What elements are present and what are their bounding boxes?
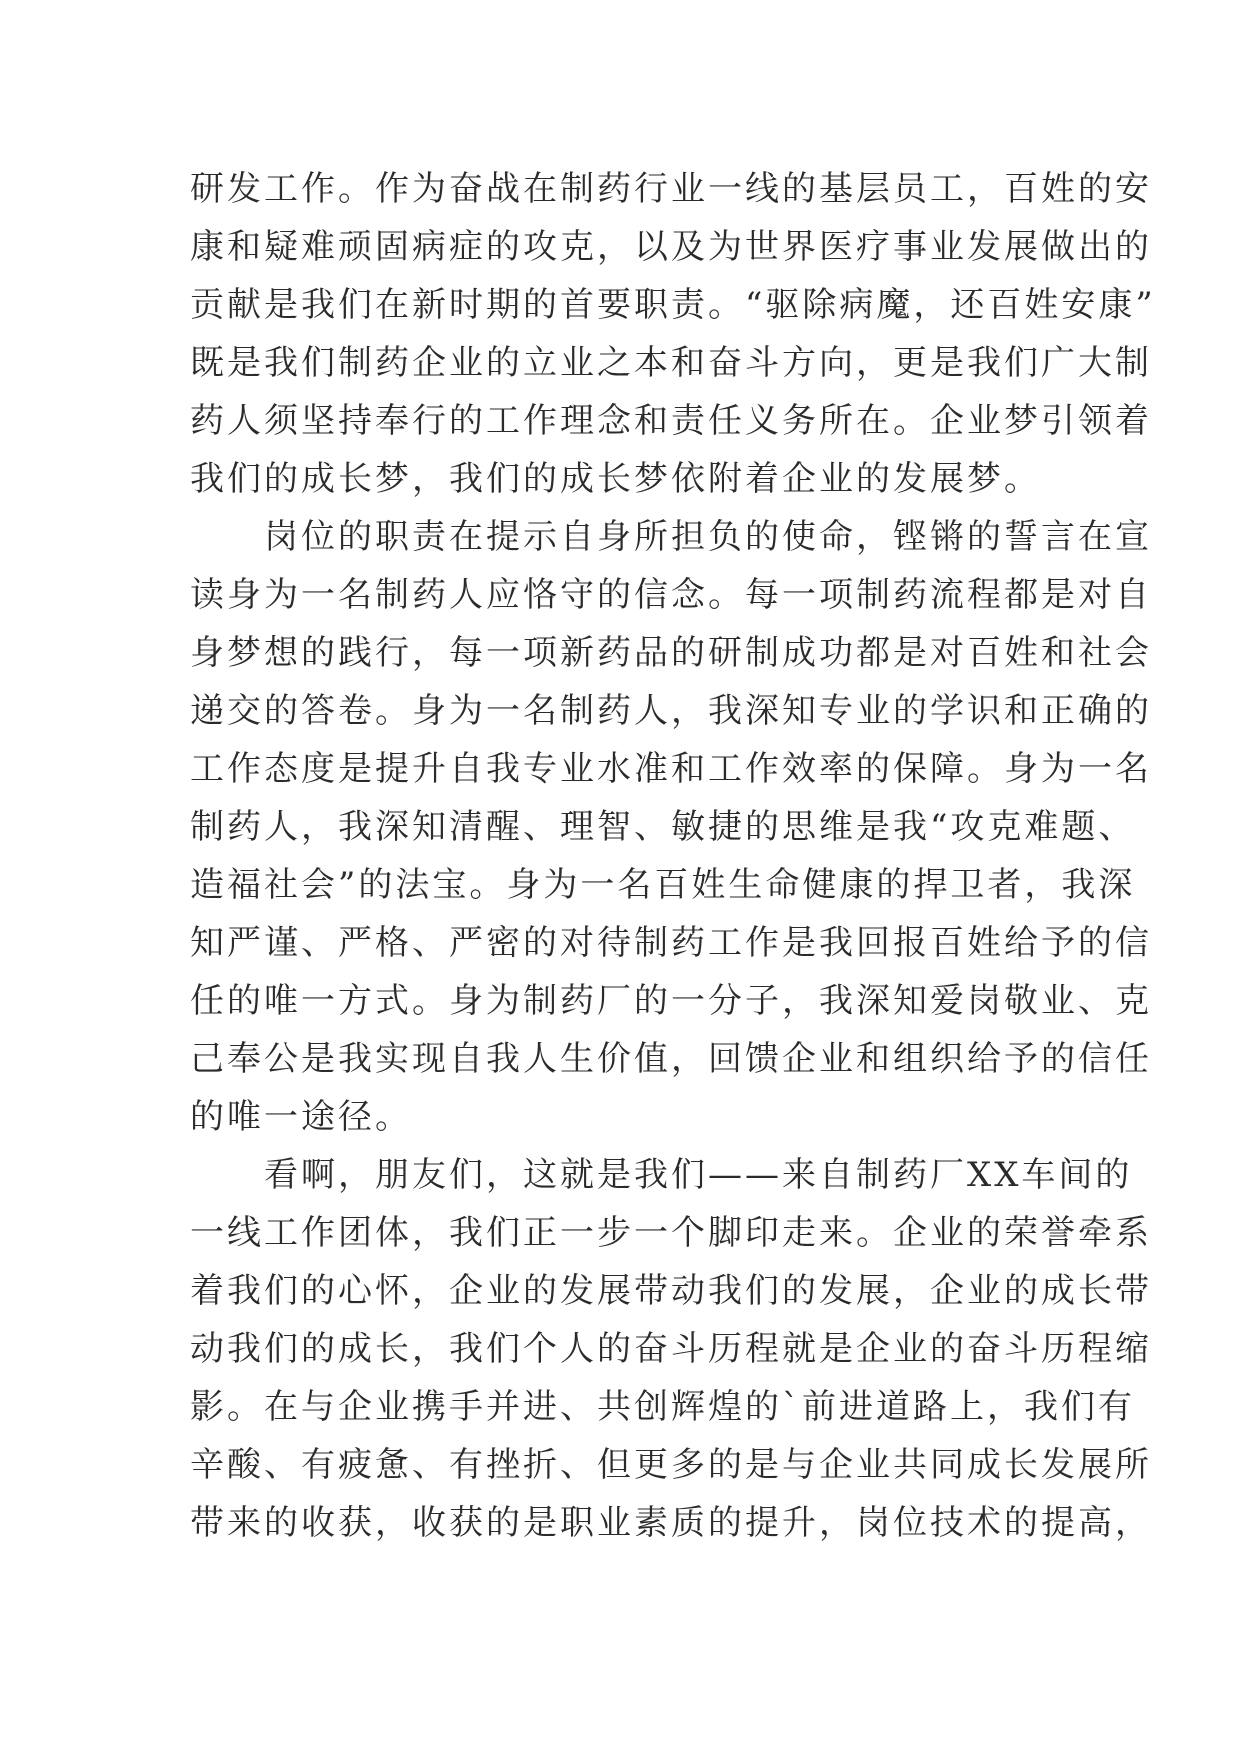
text-line-7: 岗位的职责在提示自身所担负的使命，铿锵的誓言在宣 xyxy=(190,517,1152,557)
text-line-23: 辛酸、有疲惫、有挫折、但更多的是与企业共同成长发展所 xyxy=(190,1445,1152,1485)
text-line-15: 任的唯一方式。身为制药厂的一分子，我深知爱岗敬业、克 xyxy=(190,981,1152,1021)
text-line-11: 工作态度是提升自我专业水准和工作效率的保障。身为一名 xyxy=(190,749,1152,789)
text-line-9: 身梦想的践行，每一项新药品的研制成功都是对百姓和社会 xyxy=(190,633,1152,673)
text-line-20: 着我们的心怀，企业的发展带动我们的发展，企业的成长带 xyxy=(190,1271,1152,1311)
text-line-12: 制药人，我深知清醒、理智、敏捷的思维是我“攻克难题、 xyxy=(190,807,1136,847)
text-line-6: 我们的成长梦，我们的成长梦依附着企业的发展梦。 xyxy=(190,459,1041,499)
text-line-22: 影。在与企业携手并进、共创辉煌的`前进道路上，我们有 xyxy=(190,1387,1135,1427)
text-line-17: 的唯一途径。 xyxy=(190,1097,412,1137)
text-line-4: 既是我们制药企业的立业之本和奋斗方向，更是我们广大制 xyxy=(190,343,1152,383)
text-line-13: 造福社会”的法宝。身为一名百姓生命健康的捍卫者，我深 xyxy=(190,865,1136,905)
text-line-2: 康和疑难顽固病症的攻克，以及为世界医疗事业发展做出的 xyxy=(190,227,1152,267)
text-line-10: 递交的答卷。身为一名制药人，我深知专业的学识和正确的 xyxy=(190,691,1152,731)
text-line-21: 动我们的成长，我们个人的奋斗历程就是企业的奋斗历程缩 xyxy=(190,1329,1152,1369)
text-line-1: 研发工作。作为奋战在制药行业一线的基层员工，百姓的安 xyxy=(190,169,1152,209)
text-line-24: 带来的收获，收获的是职业素质的提升，岗位技术的提高， xyxy=(190,1503,1152,1543)
text-line-8: 读身为一名制药人应恪守的信念。每一项制药流程都是对自 xyxy=(190,575,1152,615)
text-line-19: 一线工作团体，我们正一步一个脚印走来。企业的荣誉牵系 xyxy=(190,1213,1152,1253)
text-line-5: 药人须坚持奉行的工作理念和责任义务所在。企业梦引领着 xyxy=(190,401,1152,441)
text-line-18: 看啊，朋友们，这就是我们——来自制药厂XX车间的 xyxy=(190,1155,1133,1195)
text-line-14: 知严谨、严格、严密的对待制药工作是我回报百姓给予的信 xyxy=(190,923,1152,963)
text-line-16: 己奉公是我实现自我人生价值，回馈企业和组织给予的信任 xyxy=(190,1039,1152,1079)
text-line-3: 贡献是我们在新时期的首要职责。“驱除病魔，还百姓安康” xyxy=(190,285,1156,325)
body-text xyxy=(190,160,1156,1552)
